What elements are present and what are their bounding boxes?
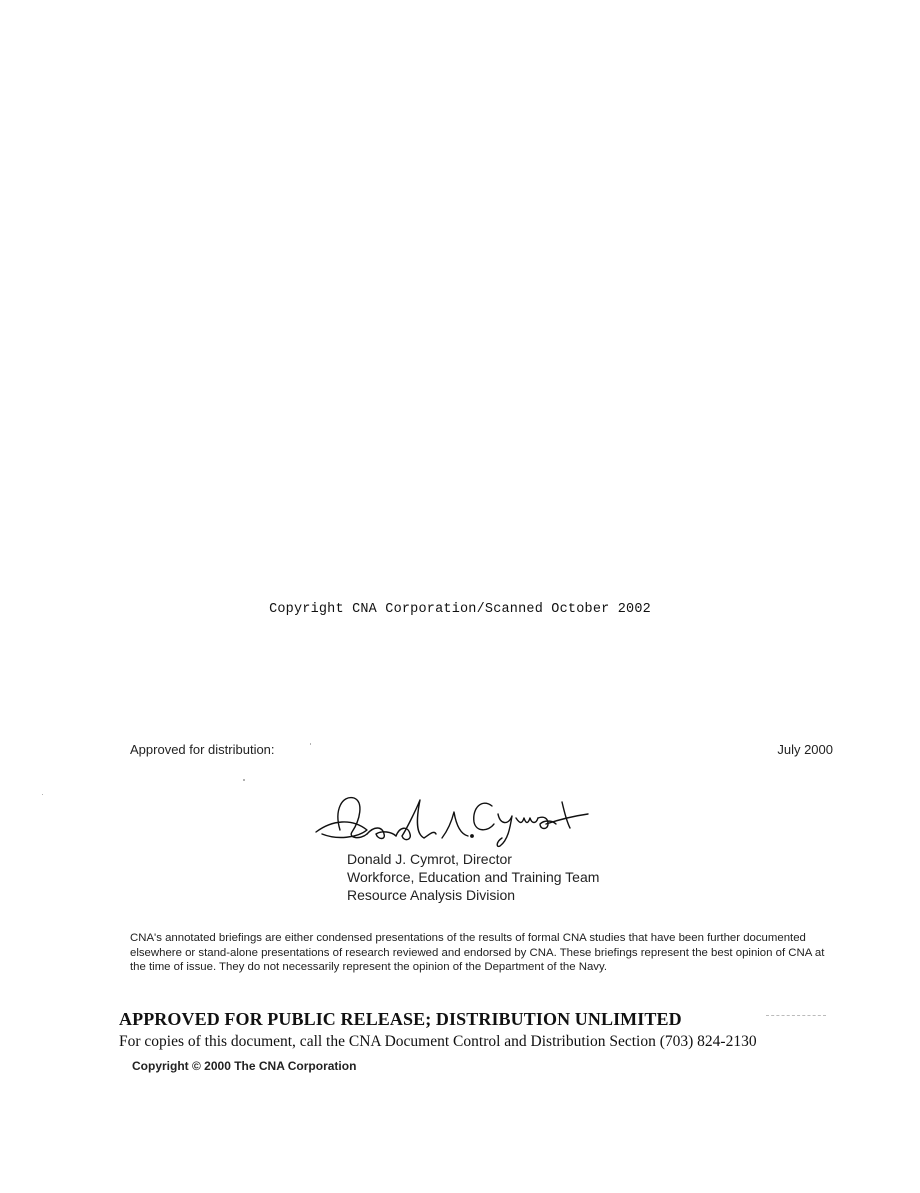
- signer-team: Workforce, Education and Training Team: [347, 869, 600, 885]
- signer-name-title: Donald J. Cymrot, Director: [347, 851, 512, 867]
- approval-date: July 2000: [777, 742, 833, 757]
- scan-speck: [243, 779, 245, 781]
- copies-contact-info: For copies of this document, call the CNA Document Control and Distribution Section (703) 824-2130: [119, 1033, 757, 1050]
- scan-copyright-notice: Copyright CNA Corporation/Scanned October 2002: [269, 602, 651, 617]
- scan-speck: [42, 794, 43, 795]
- disclaimer-paragraph: CNA's annotated briefings are either condensed presentations of the results of formal CNA studies that have been further documented elsewhere or stand-alone presentations of research reviewed and endorsed by CNA. These briefings represent the best opinion of CNA at the time of issue. They do not necessarily represent the opinion of the Department of the Navy.: [130, 932, 825, 974]
- scan-artifact-line: [766, 1015, 826, 1017]
- signer-division: Resource Analysis Division: [347, 887, 516, 903]
- approval-label: Approved for distribution:: [130, 742, 275, 757]
- footer-copyright: Copyright © 2000 The CNA Corporation: [132, 1059, 357, 1073]
- scan-speck: [310, 743, 311, 745]
- signer-block: [347, 850, 599, 904]
- release-statement: APPROVED FOR PUBLIC RELEASE; DISTRIBUTION UNLIMITED: [119, 1009, 682, 1029]
